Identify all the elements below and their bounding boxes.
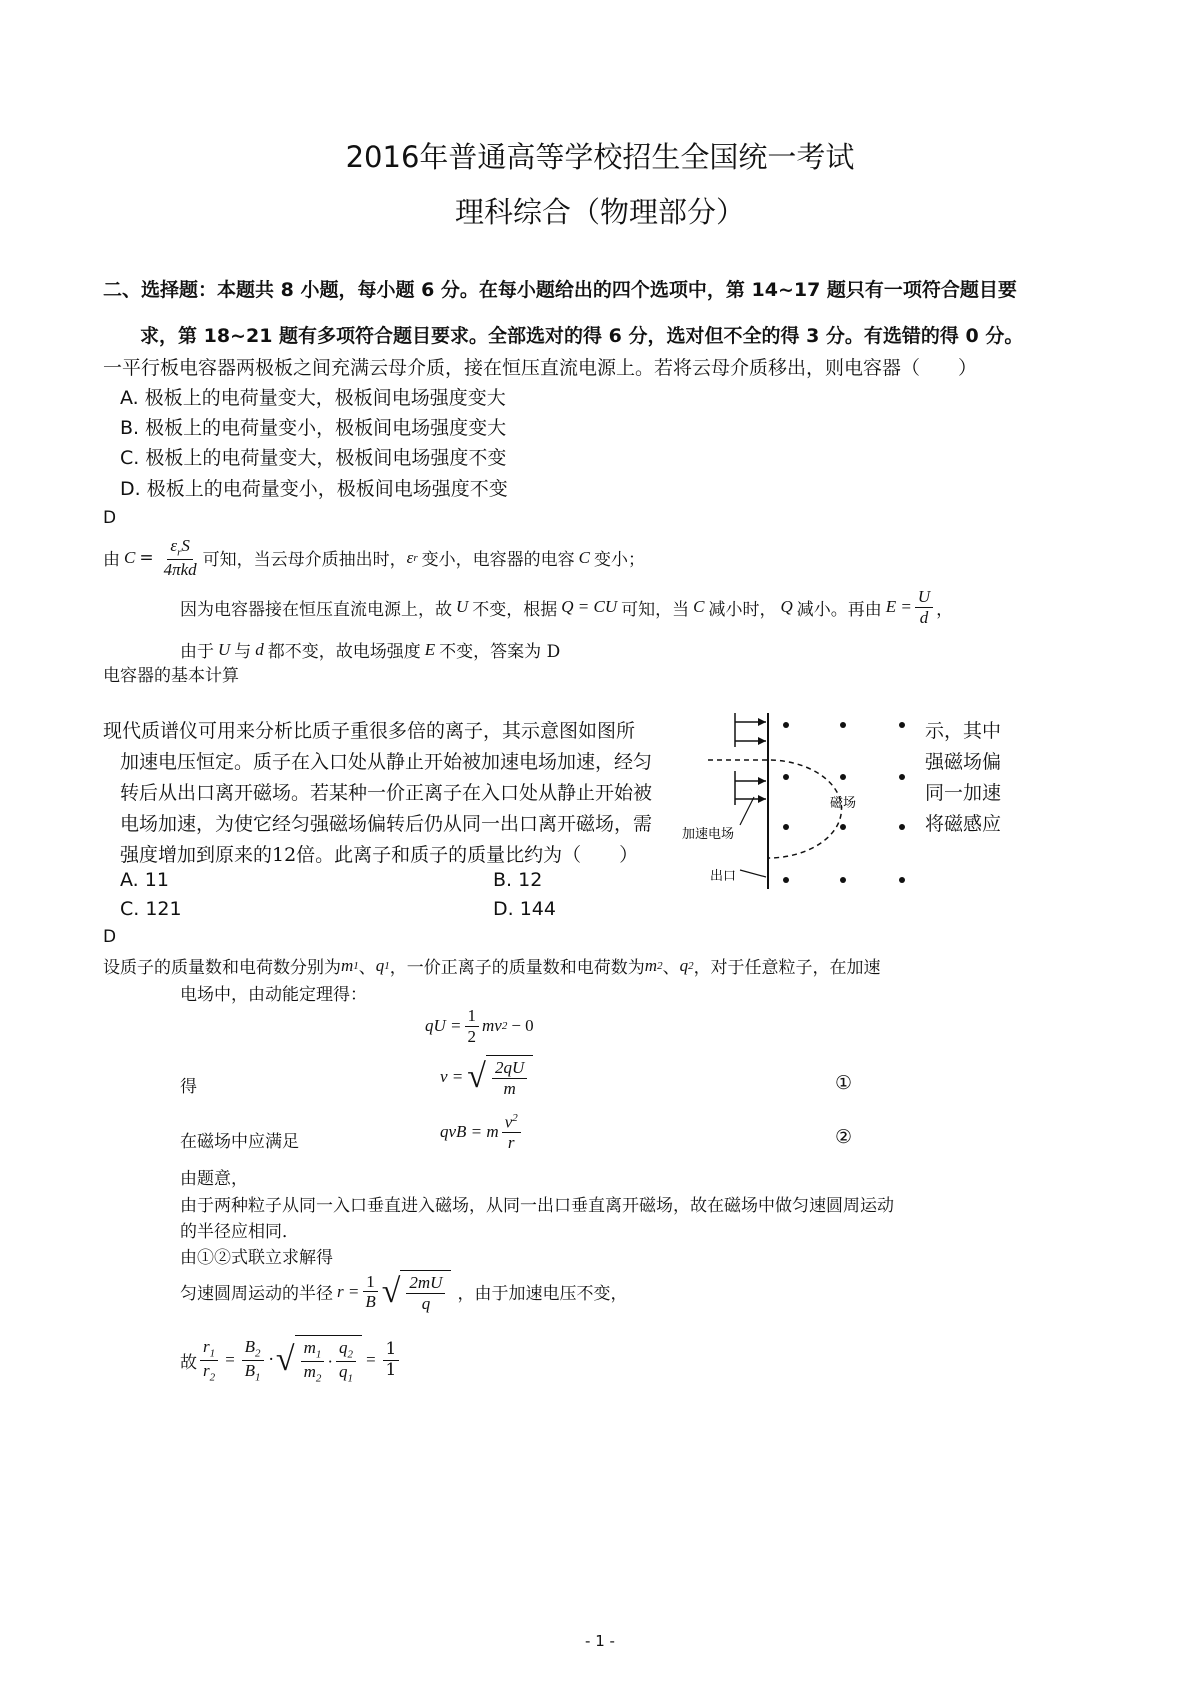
numerator: 1	[363, 1272, 378, 1293]
q2-stem-line2: 加速电压恒定。质子在入口处从静止开始被加速电场加速，经匀	[120, 751, 653, 773]
q2-solution-solve: 由①②式联立求解得	[180, 1248, 333, 1268]
label-exit: 出口	[710, 869, 737, 884]
two: 2	[467, 1026, 476, 1046]
eq-left: qU =	[425, 1016, 462, 1036]
m1-over-m2: $\frac{m_1}{m_2}$	[301, 1338, 325, 1385]
denominator: m	[503, 1078, 516, 1098]
text: 不变，根据	[472, 599, 558, 620]
eq-tail: − 0	[511, 1016, 534, 1036]
m2: m	[303, 1362, 316, 1382]
r1-over-r2: $\frac{r_1}{r_2}$	[200, 1337, 218, 1384]
sqrt: √ $\frac{m_1}{m_2}$ · $\frac{q_2}{q_1}$	[276, 1335, 362, 1385]
epsilon: ε	[170, 536, 178, 555]
text: 匀速圆周运动的半径	[180, 1284, 333, 1305]
symbol-m2: m	[644, 955, 658, 975]
text: 变小，电容器的电容	[421, 550, 575, 571]
q1-stem: 一平行板电容器两极板之间充满云母介质，接在恒压直流电源上。若将云母介质移出，则电容器（ ）	[103, 357, 978, 379]
text: ，	[936, 599, 954, 620]
equals: =	[365, 1350, 377, 1370]
sub-r: r	[177, 546, 182, 559]
q2-right-line3: 同一加速	[925, 782, 1002, 804]
q2-solution-radius	[180, 1270, 627, 1313]
text: 都不变，故电场强度	[267, 642, 421, 662]
q2-right-line4: 将磁感应	[925, 813, 1002, 835]
numerator: 2qU	[492, 1058, 527, 1079]
page-number: - 1 -	[585, 1632, 615, 1650]
numerator: v	[504, 1112, 513, 1132]
q1-option-a: A. 极板上的电荷量变大，极板间电场强度变大	[120, 387, 506, 409]
q2-over-q1: $\frac{q_2}{q_1}$	[336, 1338, 356, 1385]
field-dot	[899, 877, 905, 883]
q1-solution-line2	[180, 587, 953, 627]
q2-solution-ti: 由题意，	[180, 1169, 248, 1189]
q2-option-d: D. 144	[493, 898, 556, 920]
one: 1	[465, 1006, 480, 1027]
q2-stem-line4: 电场加速，为使它经匀强磁场偏转后仍从同一出口离开磁场，需	[120, 813, 653, 835]
text: 由	[103, 550, 120, 571]
q1-solution-line3	[180, 637, 560, 662]
symbol-u: U	[218, 639, 231, 659]
text: 与	[234, 642, 252, 662]
text: ，对于任意粒子，在加速	[693, 958, 881, 978]
symbol-c: C	[693, 597, 705, 617]
dot: ·	[268, 1350, 274, 1371]
one-over-b	[362, 1272, 378, 1312]
section-instructions-line2: 求，第 18~21 题有多项符合题目要求。全部选对的得 6 分，选对但不全的得 3 分。有选错的得 0 分。	[140, 325, 1024, 347]
text: ，由于加速电压不变，	[457, 1284, 628, 1305]
symbol-q2: q	[679, 955, 689, 975]
field-dot	[783, 722, 789, 728]
q2-solution-line1: 设质子的质量数和电荷数分别为 m 1 、 q 1 ，一价正离子的质量数和电荷数为 m 2 、 q 2 ，对于任意粒子，在加速	[103, 953, 881, 978]
field-dot	[840, 774, 846, 780]
q2-right-line2: 强磁场偏	[925, 751, 1002, 773]
label-accelerating-field: 加速电场	[682, 827, 735, 842]
denominator: B	[365, 1292, 376, 1312]
text: 因为电容器接在恒压直流电源上，故	[180, 599, 452, 620]
sub-r: r	[413, 551, 418, 564]
label-magnetic-field: 磁场	[830, 796, 857, 811]
m1: m	[303, 1338, 316, 1357]
equals: =	[224, 1350, 236, 1370]
text: 设质子的质量数和电荷数分别为	[103, 958, 341, 978]
field-dot	[783, 877, 789, 883]
symbol-m1: m	[341, 955, 354, 975]
denominator: 4πkd	[163, 560, 197, 580]
denominator: q	[421, 1293, 431, 1313]
capacitance-fraction	[161, 536, 200, 580]
equation-velocity	[440, 1055, 533, 1098]
equals: =	[139, 547, 154, 568]
q2-solution-reason1: 由于两种粒子从同一入口垂直进入磁场，从同一出口垂直离开磁场，故在磁场中做匀速圆周运动	[180, 1196, 894, 1216]
numerator: 1	[383, 1340, 400, 1361]
q1-option-b: B. 极板上的电荷量变小，极板间电场强度变大	[120, 417, 507, 439]
formula-q-cu: Q = CU	[561, 597, 618, 617]
numerator-u: U	[915, 587, 933, 608]
b2-over-b1: $\frac{B_2}{B_1}$	[242, 1337, 264, 1384]
eq-left: qvB = m	[440, 1122, 499, 1142]
q2-stem-line3: 转后从出口离开磁场。若某种一价正离子在入口处从静止开始被	[120, 782, 653, 804]
field-dot	[840, 877, 846, 883]
q1-option-c: C. 极板上的电荷量变大，极板间电场强度不变	[120, 447, 507, 469]
q2-stem-line5: 强度增加到原来的12倍。此离子和质子的质量比约为（ ）	[120, 844, 639, 866]
particle-path	[708, 760, 842, 858]
text: 故	[180, 1352, 197, 1373]
r2: r	[203, 1360, 210, 1380]
q2-option-b: B. 12	[493, 869, 543, 891]
epsilon: ε	[406, 547, 414, 567]
text: 由于	[180, 642, 214, 662]
q2-solution-ratio	[180, 1335, 402, 1385]
field-dot	[783, 824, 789, 830]
q2-option-c: C. 121	[120, 898, 182, 920]
result-fraction	[383, 1340, 400, 1380]
v2-over-r: $\frac{v^2}{r}$	[502, 1112, 521, 1153]
section-instructions-line1: 二、选择题：本题共 8 小题，每小题 6 分。在每小题给出的四个选项中，第 14~17 题只有一项符合题目要	[103, 279, 1017, 301]
text: ，一价正离子的质量数和电荷数为	[389, 958, 645, 978]
q2-solution-line2: 电场中，由动能定理得：	[180, 985, 367, 1005]
q1-solution-line1	[103, 536, 645, 580]
field-fraction	[915, 587, 933, 627]
q1-topic: 电容器的基本计算	[103, 666, 239, 686]
eq-left: v =	[440, 1066, 464, 1086]
field-dot	[899, 824, 905, 830]
velocity-fraction	[492, 1058, 527, 1098]
eq-left: r =	[337, 1281, 360, 1301]
symbol-s: S	[181, 536, 190, 555]
field-dot	[840, 722, 846, 728]
symbol-c: C	[578, 547, 590, 567]
page-title: 2016年普通高等学校招生全国统一考试	[345, 140, 855, 174]
r1: r	[203, 1336, 210, 1356]
half-fraction	[465, 1006, 480, 1046]
q1-answer: D	[103, 508, 117, 528]
text: 减小时，	[708, 599, 777, 620]
denominator: 1	[385, 1359, 397, 1380]
separator: 、	[662, 958, 680, 978]
sqrt: √ $\frac{2qU}{m}$	[467, 1055, 533, 1098]
q1: q	[339, 1362, 348, 1382]
symbol-e: E	[424, 639, 436, 659]
q2-right-line1: 示，其中	[925, 720, 1002, 742]
b2: B	[244, 1336, 255, 1356]
q2-option-a: A. 11	[120, 869, 169, 891]
denominator-d: d	[919, 607, 929, 627]
sqrt: √ $\frac{2mU}{q}$	[382, 1270, 452, 1313]
equation-lorentz	[440, 1112, 524, 1153]
field-dot	[899, 774, 905, 780]
page-subtitle: 理科综合（物理部分）	[454, 195, 745, 229]
q2: q	[339, 1338, 348, 1357]
q2-solution-reason2: 的半径应相同．	[180, 1222, 299, 1242]
equation-kinetic-energy: qU = $\frac{1}{2}$ mv 2 − 0	[425, 1006, 534, 1046]
field-dot	[899, 722, 905, 728]
text: 可知，当云母介质抽出时，	[202, 550, 407, 571]
eq-right: mv	[482, 1016, 502, 1036]
radius-fraction	[406, 1273, 445, 1313]
marker-1: ①	[835, 1072, 853, 1094]
q2-stem-line1: 现代质谱仪可用来分析比质子重很多倍的离子，其示意图如图所	[103, 720, 636, 742]
b1: B	[244, 1360, 255, 1380]
symbol-d: d	[255, 639, 264, 659]
mass-spectrometer-figure	[680, 705, 920, 895]
text: 可知，当	[621, 599, 690, 620]
q2-answer: D	[103, 927, 117, 947]
label-magnetic-condition: 在磁场中应满足	[180, 1132, 299, 1152]
numerator: 2mU	[406, 1273, 445, 1294]
text: 变小；	[593, 550, 645, 571]
symbol-q1: q	[375, 955, 385, 975]
q1-option-d: D. 极板上的电荷量变小，极板间电场强度不变	[120, 478, 508, 500]
denominator: r	[507, 1133, 515, 1153]
symbol-q: Q	[780, 597, 793, 617]
label-de: 得	[180, 1077, 197, 1097]
symbol-u: U	[456, 597, 469, 617]
field-dot	[840, 824, 846, 830]
text: 减小。再由	[796, 599, 882, 620]
dot: ·	[327, 1351, 334, 1371]
formula-e: E =	[885, 597, 912, 617]
text: 不变，答案为 D	[439, 642, 561, 662]
separator: 、	[358, 958, 376, 978]
marker-2: ②	[835, 1126, 853, 1148]
field-dot	[783, 774, 789, 780]
symbol-c: C	[124, 547, 136, 567]
